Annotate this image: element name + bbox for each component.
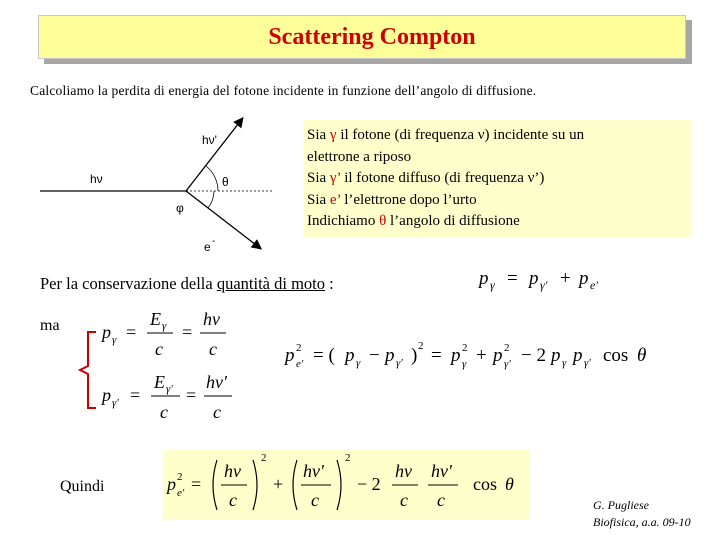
svg-text:hν: hν: [203, 309, 220, 329]
result-equation: [163, 450, 530, 520]
svg-text:−: −: [369, 345, 380, 366]
svg-text:c: c: [213, 402, 221, 422]
svg-text:=: =: [130, 385, 141, 405]
svg-text:p: p: [167, 474, 176, 494]
label-hv-scattered: hν': [202, 133, 217, 147]
svg-text:p: p: [579, 268, 589, 289]
svg-text:2: 2: [261, 452, 267, 464]
svg-text:γ': γ': [112, 397, 119, 409]
credit-course: Biofisica, a.a. 09-10: [593, 515, 691, 529]
slide-title: Scattering Compton: [268, 23, 476, 50]
svg-text:e': e': [177, 487, 185, 499]
svg-text:p: p: [479, 268, 489, 289]
svg-text:θ: θ: [637, 345, 647, 366]
author-credit: [593, 497, 691, 531]
svg-text:2: 2: [345, 452, 351, 464]
svg-text:γ: γ: [462, 358, 467, 370]
svg-text:cos: cos: [473, 474, 497, 494]
phi-arc: [208, 191, 214, 208]
credit-author: G. Pugliese: [593, 498, 649, 512]
svg-text:=: =: [186, 385, 197, 405]
photon-momentum-equation: [100, 305, 240, 365]
svg-text:2: 2: [296, 342, 302, 354]
svg-text:2: 2: [418, 340, 424, 352]
svg-text:hν: hν: [395, 461, 412, 481]
definition-angle: Indichiamo θ l’angolo di diffusione: [307, 213, 520, 229]
electron-arrow: [186, 191, 260, 248]
svg-text:γ: γ: [356, 357, 361, 369]
svg-text:+: +: [476, 345, 487, 366]
svg-text:c: c: [437, 490, 445, 510]
symbol-gamma-prime: γ’: [329, 170, 341, 186]
svg-text:E: E: [150, 309, 161, 329]
svg-text:e': e': [296, 358, 304, 370]
symbol-theta: θ: [379, 213, 387, 229]
svg-text:c: c: [311, 490, 319, 510]
svg-text:γ: γ: [562, 357, 567, 369]
svg-text:=: =: [182, 322, 193, 342]
svg-text:p: p: [573, 345, 583, 366]
svg-text:− 2: − 2: [357, 474, 381, 494]
momentum-conservation-equation: [477, 262, 637, 296]
svg-text:=: =: [191, 474, 202, 494]
svg-text:): ): [411, 345, 418, 366]
momentum-term: quantità di moto: [216, 274, 325, 293]
svg-text:γ: γ: [490, 278, 495, 292]
svg-text:cos: cos: [603, 345, 629, 366]
definitions-box: [303, 120, 691, 237]
svg-text:γ': γ': [540, 278, 548, 292]
symbol-e-prime: e’: [329, 191, 341, 208]
svg-text:p: p: [493, 345, 503, 366]
svg-text:= (: = (: [313, 345, 335, 366]
definition-photon: Sia γ il fotone (di frequenza ν) incidente su un: [307, 127, 585, 143]
theta-arc: [206, 166, 218, 191]
scattered-photon-arrow: [186, 119, 242, 191]
svg-text:γ': γ': [504, 358, 511, 370]
svg-text:p: p: [285, 345, 295, 366]
svg-text:p: p: [102, 322, 111, 342]
svg-text:c: c: [209, 339, 217, 359]
svg-text:γ': γ': [584, 357, 591, 369]
svg-text:E: E: [154, 372, 165, 392]
svg-text:p: p: [451, 345, 461, 366]
svg-text:+: +: [560, 268, 571, 289]
quindi-label: Quindi: [60, 478, 105, 495]
label-theta: θ: [222, 175, 229, 189]
svg-text:=: =: [507, 268, 518, 289]
svg-text:γ: γ: [162, 320, 167, 332]
svg-text:γ: γ: [112, 334, 117, 346]
definition-scattered-photon: Sia γ’ il fotone diffuso (di frequenza ν’): [307, 170, 545, 186]
svg-text:c: c: [229, 490, 237, 510]
svg-text:c: c: [400, 490, 408, 510]
svg-text:p: p: [345, 345, 355, 366]
result-box: [163, 450, 530, 520]
svg-text:p: p: [551, 345, 561, 366]
svg-text:2: 2: [504, 342, 510, 354]
svg-text:γ': γ': [396, 357, 403, 369]
intro-text: Calcoliamo la perdita di energia del fotone incidente in funzione dell’angolo di diffusione.: [30, 83, 537, 98]
label-hv-incident: hν: [90, 172, 103, 186]
label-electron-sup: -: [212, 236, 216, 247]
svg-text:hν': hν': [303, 461, 324, 481]
svg-text:hν': hν': [431, 461, 452, 481]
svg-text:− 2: − 2: [521, 345, 546, 366]
svg-text:hν': hν': [206, 372, 227, 392]
svg-text:2: 2: [177, 471, 183, 483]
svg-text:p: p: [385, 345, 395, 366]
svg-text:p: p: [102, 385, 111, 405]
svg-text:=: =: [431, 345, 442, 366]
title-banner: [38, 15, 686, 59]
ma-label: ma: [40, 317, 60, 334]
scattered-photon-momentum-equation: [100, 368, 240, 428]
svg-text:=: =: [126, 322, 137, 342]
definition-electron-after: Sia e’ l’elettrone dopo l’urto: [307, 191, 477, 208]
svg-text:γ': γ': [166, 383, 173, 395]
compton-diagram: [36, 110, 296, 260]
svg-text:p: p: [529, 268, 539, 289]
electron-momentum-equation: [283, 335, 693, 375]
definition-electron-rest: elettrone a riposo: [307, 148, 412, 165]
svg-text:θ: θ: [505, 474, 514, 494]
svg-text:e': e': [590, 278, 598, 292]
label-electron: e: [204, 240, 211, 254]
svg-text:2: 2: [462, 342, 468, 354]
label-phi: φ: [176, 201, 184, 215]
symbol-gamma: γ: [329, 127, 337, 143]
svg-text:c: c: [155, 339, 163, 359]
conservation-sentence: Per la conservazione della quantità di moto :: [40, 274, 334, 293]
svg-text:+: +: [273, 474, 284, 494]
svg-text:hν: hν: [224, 461, 241, 481]
svg-text:c: c: [160, 402, 168, 422]
